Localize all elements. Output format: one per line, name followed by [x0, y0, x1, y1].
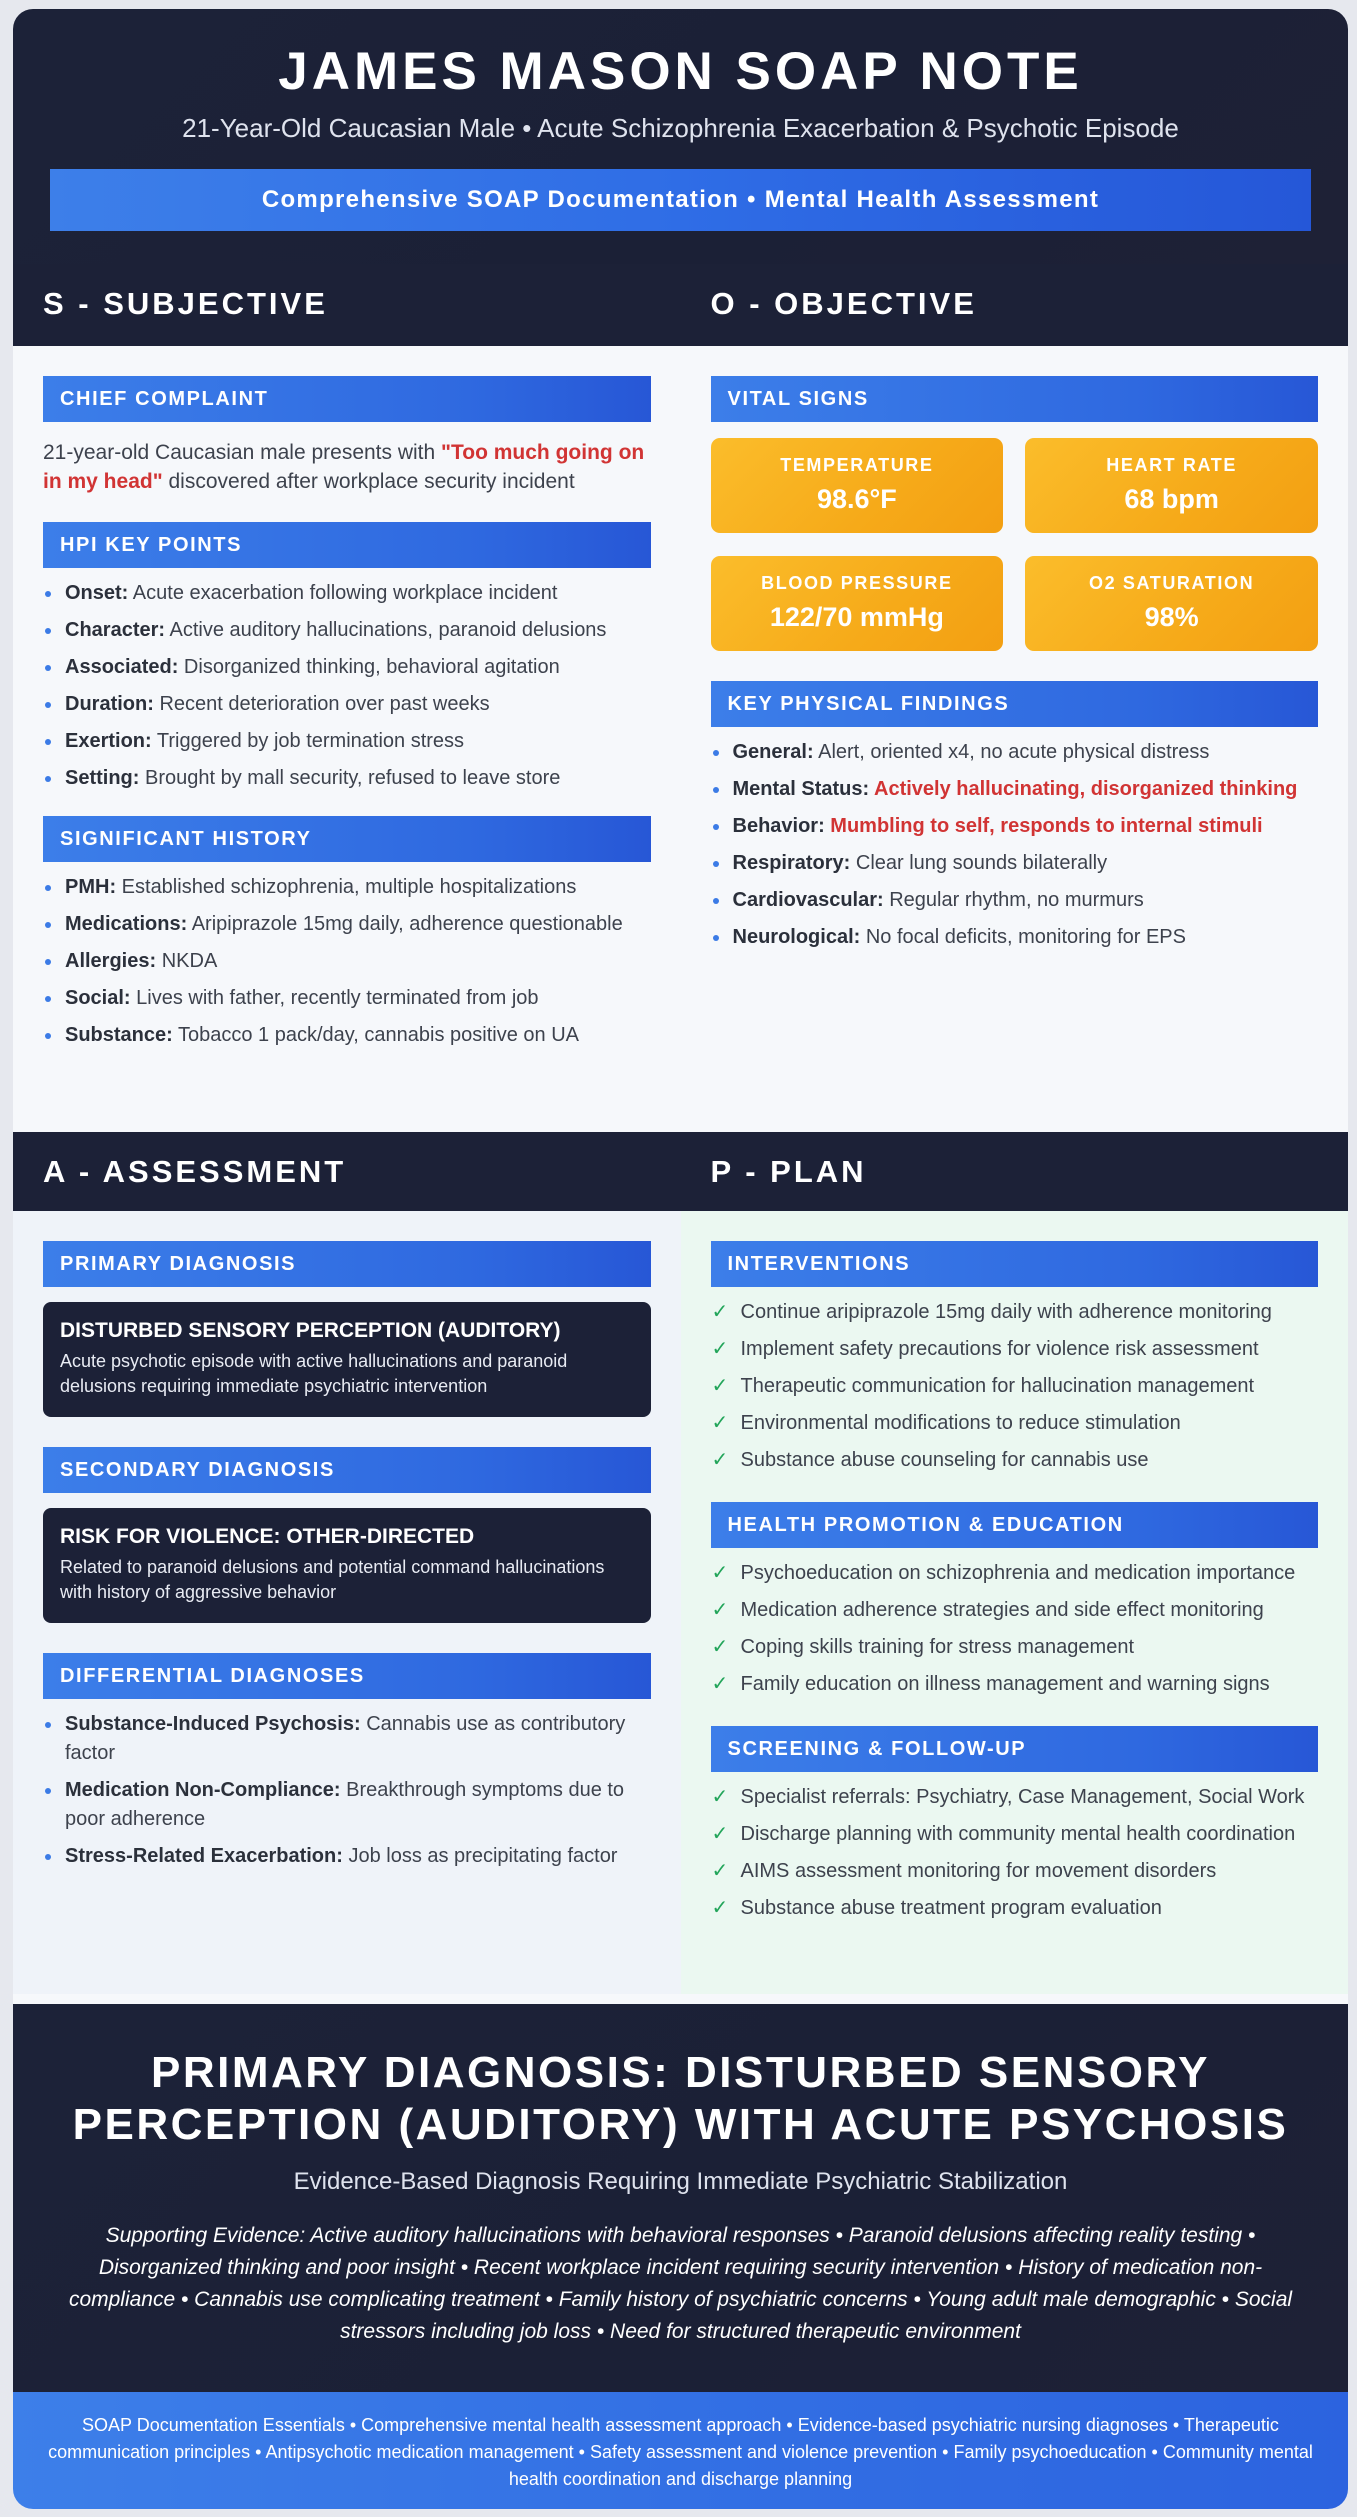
list-item: ✓ Environmental modifications to reduce stimulation [711, 1409, 1319, 1438]
header-banner: Comprehensive SOAP Documentation • Mental Health Assessment [50, 169, 1311, 231]
vital-value: 98% [1144, 602, 1199, 632]
list-item: Exertion: Triggered by job termination stress [43, 727, 651, 756]
vital-signs-title: VITAL SIGNS [711, 376, 1319, 422]
check-icon: ✓ [711, 1375, 729, 1397]
chief-complaint-title: CHIEF COMPLAINT [43, 376, 651, 422]
vital-card-temperature [711, 438, 1004, 533]
health-promotion-list [711, 1559, 1319, 1699]
summary-title [53, 2047, 1308, 2151]
list-item: Stress-Related Exacerbation: Job loss as precipitating factor [43, 1842, 651, 1871]
vital-label: HEART RATE [1106, 455, 1237, 475]
soap-note-page [13, 9, 1348, 2509]
chief-complaint-quote: "Too much going on in my head" [43, 441, 645, 493]
diagnosis-summary [13, 2004, 1348, 2392]
assessment-plan-row [13, 1132, 1348, 1994]
subjective-heading: S - SUBJECTIVE [13, 264, 681, 346]
check-icon: ✓ [711, 1786, 729, 1808]
list-item: ✓ Substance abuse treatment program evaluation [711, 1894, 1319, 1923]
list-item: Onset: Acute exacerbation following workplace incident [43, 579, 651, 608]
list-item: ✓ Family education on illness management and warning signs [711, 1670, 1319, 1699]
chief-complaint-text [43, 438, 651, 496]
plan-body [681, 1211, 1349, 1994]
secondary-diagnosis-card [43, 1508, 651, 1623]
list-item: Setting: Brought by mall security, refused to leave store [43, 764, 651, 793]
list-item: ✓ Psychoeducation on schizophrenia and medication importance [711, 1559, 1319, 1588]
secondary-diagnosis-description: Related to paranoid delusions and potential command hallucinations with history of aggressive behavior [60, 1557, 605, 1602]
subjective-section [13, 264, 681, 1132]
check-icon: ✓ [711, 1301, 729, 1323]
assessment-body [13, 1211, 681, 1994]
list-item: Respiratory: Clear lung sounds bilaterally [711, 849, 1319, 878]
objective-heading: O - OBJECTIVE [681, 264, 1349, 346]
vital-value: 68 bpm [1124, 484, 1219, 514]
page-footer: SOAP Documentation Essentials • Comprehensive mental health assessment approach • Evidence-based psychiatric nursing diagnoses • Therapeutic communication principles • Antipsychotic medication management • Safety assessment and violence prevention • Family psychoeducation • Community mental health coordination and discharge planning [13, 2392, 1348, 2509]
vital-signs-grid [711, 438, 1319, 651]
vital-label: BLOOD PRESSURE [761, 573, 953, 593]
check-icon: ✓ [711, 1673, 729, 1695]
supporting-evidence: Supporting Evidence: Active auditory hallucinations with behavioral responses • Paranoid delusions affecting reality testing • Disorganized thinking and poor insight • Recent workplace incident requiring security intervention • History of medication non-compliance • Cannabis use complicating treatment • Family history of psychiatric concerns • Young adult male demographic • Social stressors including job loss • Need for structured therapeutic environment [68, 2224, 1293, 2343]
list-item: Cardiovascular: Regular rhythm, no murmurs [711, 886, 1319, 915]
chief-complaint-lead: 21-year-old Caucasian male presents with [43, 441, 442, 464]
summary-subtitle: Evidence-Based Diagnosis Requiring Immediate Psychiatric Stabilization [293, 2168, 1068, 2195]
primary-diagnosis-title: PRIMARY DIAGNOSIS [43, 1241, 651, 1287]
history-title: SIGNIFICANT HISTORY [43, 816, 651, 862]
document-header [13, 9, 1348, 264]
check-icon: ✓ [711, 1338, 729, 1360]
screening-followup-list [711, 1783, 1319, 1923]
check-icon: ✓ [711, 1562, 729, 1584]
vital-card-blood-pressure [711, 556, 1004, 651]
history-list [43, 873, 651, 1050]
list-item: ✓ Discharge planning with community mental health coordination [711, 1820, 1319, 1849]
check-icon: ✓ [711, 1823, 729, 1845]
list-item: ✓ Implement safety precautions for violence risk assessment [711, 1335, 1319, 1364]
summary-title-line: PRIMARY DIAGNOSIS: DISTURBED SENSORY [151, 2048, 1210, 2097]
physical-findings-list [711, 738, 1319, 952]
list-item: Mental Status: Actively hallucinating, disorganized thinking [711, 775, 1319, 804]
list-item: ✓ Medication adherence strategies and side effect monitoring [711, 1596, 1319, 1625]
vital-label: TEMPERATURE [780, 455, 934, 475]
physical-findings-title: KEY PHYSICAL FINDINGS [711, 681, 1319, 727]
list-item: Medications: Aripiprazole 15mg daily, adherence questionable [43, 910, 651, 939]
plan-section [681, 1132, 1349, 1994]
screening-followup-title: SCREENING & FOLLOW-UP [711, 1726, 1319, 1772]
list-item: PMH: Established schizophrenia, multiple hospitalizations [43, 873, 651, 902]
list-item: ✓ Coping skills training for stress management [711, 1633, 1319, 1662]
list-item: Social: Lives with father, recently terminated from job [43, 984, 651, 1013]
vital-card-o2-saturation [1025, 556, 1318, 651]
differential-diagnoses-title: DIFFERENTIAL DIAGNOSES [43, 1653, 651, 1699]
check-icon: ✓ [711, 1897, 729, 1919]
list-item: Duration: Recent deterioration over past weeks [43, 690, 651, 719]
list-item: ✓ AIMS assessment monitoring for movement disorders [711, 1857, 1319, 1886]
hpi-title: HPI KEY POINTS [43, 522, 651, 568]
list-item: Behavior: Mumbling to self, responds to internal stimuli [711, 812, 1319, 841]
list-item: Associated: Disorganized thinking, behavioral agitation [43, 653, 651, 682]
subjective-objective-row [13, 264, 1348, 1132]
primary-diagnosis-card [43, 1302, 651, 1417]
vital-value: 122/70 mmHg [769, 602, 944, 632]
assessment-heading: A - ASSESSMENT [13, 1132, 681, 1211]
hpi-list [43, 579, 651, 793]
assessment-section [13, 1132, 681, 1994]
primary-diagnosis-description: Acute psychotic episode with active hallucinations and paranoid delusions requiring immediate psychiatric intervention [60, 1351, 568, 1396]
list-item: ✓ Specialist referrals: Psychiatry, Case Management, Social Work [711, 1783, 1319, 1812]
check-icon: ✓ [711, 1449, 729, 1471]
list-item: ✓ Substance abuse counseling for cannabis use [711, 1446, 1319, 1475]
health-promotion-title: HEALTH PROMOTION & EDUCATION [711, 1502, 1319, 1548]
interventions-list [711, 1298, 1319, 1475]
check-icon: ✓ [711, 1636, 729, 1658]
list-item: ✓ Therapeutic communication for hallucination management [711, 1372, 1319, 1401]
check-icon: ✓ [711, 1412, 729, 1434]
list-item: Allergies: NKDA [43, 947, 651, 976]
primary-diagnosis-name: DISTURBED SENSORY PERCEPTION (AUDITORY) [60, 1319, 561, 1342]
list-item: Substance: Tobacco 1 pack/day, cannabis positive on UA [43, 1021, 651, 1050]
list-item: Neurological: No focal deficits, monitoring for EPS [711, 923, 1319, 952]
vital-value: 98.6°F [816, 484, 897, 514]
list-item: Substance-Induced Psychosis: Cannabis use as contributory factor [43, 1710, 651, 1768]
secondary-diagnosis-title: SECONDARY DIAGNOSIS [43, 1447, 651, 1493]
plan-heading: P - PLAN [681, 1132, 1349, 1211]
check-icon: ✓ [711, 1599, 729, 1621]
interventions-title: INTERVENTIONS [711, 1241, 1319, 1287]
page-subtitle: 21-Year-Old Caucasian Male • Acute Schizophrenia Exacerbation & Psychotic Episode [182, 113, 1179, 143]
subjective-body [13, 346, 681, 1132]
summary-title-line: PERCEPTION (AUDITORY) WITH ACUTE PSYCHOSIS [72, 2100, 1289, 2149]
vital-label: O2 SATURATION [1089, 573, 1255, 593]
page-title: JAMES MASON SOAP NOTE [278, 42, 1083, 101]
check-icon: ✓ [711, 1860, 729, 1882]
list-item: General: Alert, oriented x4, no acute physical distress [711, 738, 1319, 767]
list-item: ✓ Continue aripiprazole 15mg daily with adherence monitoring [711, 1298, 1319, 1327]
objective-section [681, 264, 1349, 1132]
secondary-diagnosis-name: RISK FOR VIOLENCE: OTHER-DIRECTED [60, 1525, 475, 1548]
chief-complaint-tail: discovered after workplace security incident [162, 470, 575, 493]
differential-diagnoses-list [43, 1710, 651, 1871]
list-item: Medication Non-Compliance: Breakthrough symptoms due to poor adherence [43, 1776, 651, 1834]
objective-body [681, 346, 1349, 1132]
vital-card-heart-rate [1025, 438, 1318, 533]
list-item: Character: Active auditory hallucinations, paranoid delusions [43, 616, 651, 645]
